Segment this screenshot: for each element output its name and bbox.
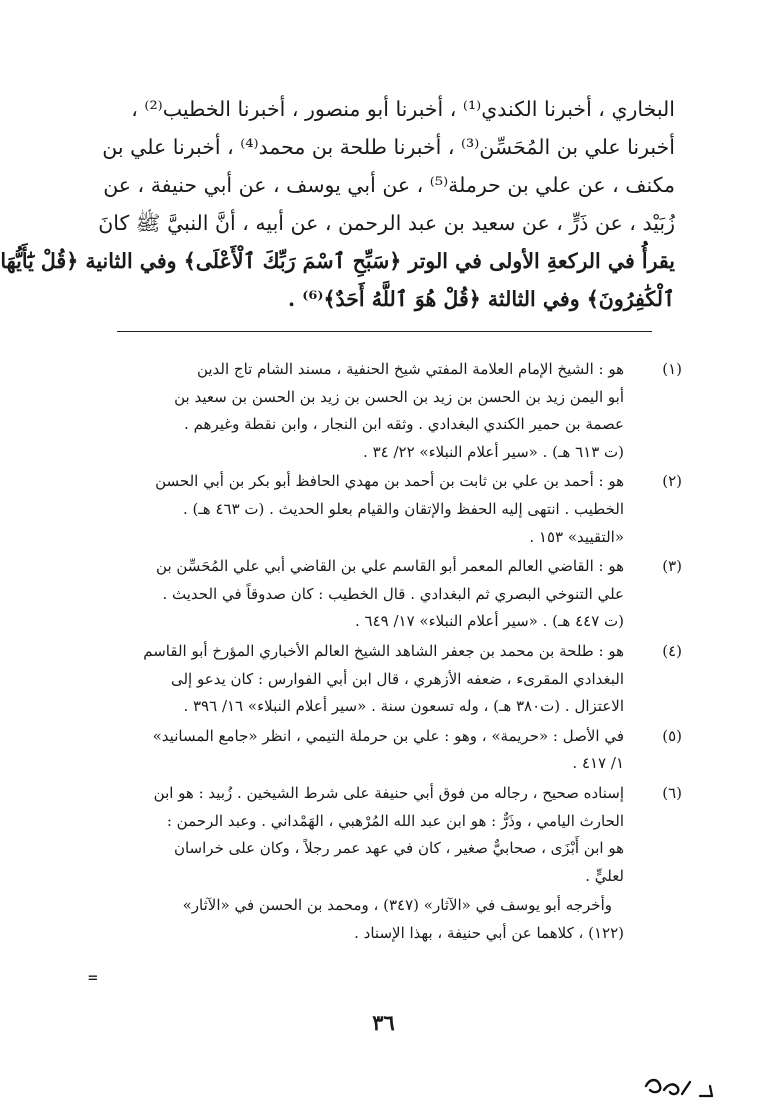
footnote-6 [82, 780, 682, 890]
footnote-line: «التقييد» ١٥٣ . [529, 527, 624, 546]
footnote-line: هو : القاضي العالم المعمر أبو القاسم علي بن القاضي أبي علي المُحَسِّن بن [156, 557, 624, 576]
footnote-line: لعليٍّ . [585, 866, 624, 885]
footnote-line: (ت ٦١٣ هـ) . «سير أعلام النبلاء» ٢٢/ ٣٤ . [363, 442, 624, 461]
handwritten-mark [640, 1072, 720, 1102]
footnotes-section [82, 356, 682, 947]
footnote-line: عصمة بن حمير الكندي البغدادي . وثقه ابن النجار ، وابن نقطة وغيرهم . [184, 415, 624, 434]
main-text-block [0, 90, 675, 318]
footnote-line: علي التنوخي البصري ثم البغدادي . قال الخطيب : كان صدوقاً في الحديث . [162, 584, 624, 603]
footnote-line: الحارث اليامي ، وذَرٌّ : هو ابن عبد الله المُرْهبي ، الهَمْداني . وعبد الرحمن : [166, 811, 624, 830]
main-text-line: زُبَيْد ، عن ذَرٍّ ، عن سعيد بن عبد الرحمن ، عن أبيه ، أنَّ النبيَّ ﷺ كانَ [98, 211, 675, 235]
footnote-line: هو ابن أَبْزَى ، صحابيٌّ صغير ، كان في عهد عمر رجلاً ، وكان على خراسان [173, 839, 624, 858]
footnote-1 [82, 356, 682, 466]
footnote-line: هو : الشيخ الإمام العلامة المفتي شيخ الحنفية ، مسند الشام تاج الدين [196, 360, 624, 378]
continuation-mark: = [88, 968, 98, 987]
footnote-line: هو : أحمد بن علي بن ثابت بن أحمد بن مهدي الحافظ أبو بكر بن أبي الحسن [155, 472, 624, 491]
footnote-6-continuation [82, 892, 682, 947]
footnote-line: وأخرجه أبو يوسف في «الآثار» (٣٤٧) ، ومحمد بن الحسن في «الآثار» [182, 896, 612, 915]
footnote-3 [82, 553, 682, 636]
footnote-number: (٣) [662, 557, 682, 576]
footnote-line: إسناده صحيح ، رجاله من فوق أبي حنيفة على شرط الشيخين . زُبيد : هو ابن [153, 783, 624, 802]
footnote-divider [117, 331, 652, 332]
main-text-line: مكنف ، عن علي بن حرملة⁽⁵⁾ ، عن أبي يوسف ، عن أبي حنيفة ، عن [103, 173, 675, 197]
footnote-line: الخطيب . انتهى إليه الحفظ والإتقان والقيام بعلو الحديث . (ت ٤٦٣ هـ) . [182, 499, 624, 518]
footnote-number: (٢) [662, 472, 682, 491]
footnote-line: البغدادي المقرىء ، ضعفه الأزهري ، قال ابن أبي الفوارس : كان يدعو إلى [170, 669, 624, 688]
footnote-5 [82, 723, 682, 778]
footnote-line: الاعتزال . (ت٣٨٠ هـ) ، وله تسعون سنة . «سير أعلام النبلاء» ١٦/ ٣٩٦ . [183, 697, 624, 716]
footnote-number: (١) [662, 360, 682, 378]
footnote-line: هو : طلحة بن محمد بن جعفر الشاهد الشيخ العالم الأخباري المؤرخ أبو القاسم [143, 641, 624, 660]
footnote-line: أبو اليمن زيد بن الحسن بن زيد بن الحسن بن زيد بن الحسن بن سعيد بن [174, 387, 624, 406]
page-number: ٣٦ [372, 1010, 395, 1035]
footnote-line: ١/ ٤١٧ . [572, 754, 624, 773]
footnote-number: (٤) [662, 641, 682, 660]
footnote-line: (١٢٢) ، كلاهما عن أبي حنيفة ، بهذا الإسناد . [354, 923, 624, 942]
footnote-number: (٥) [662, 726, 682, 745]
main-text-line: أخبرنا علي بن المُحَسِّن⁽³⁾ ، أخبرنا طلحة بن محمد⁽⁴⁾ ، أخبرنا علي بن [102, 135, 675, 159]
main-text-bold-line: ٱلْكَٰفِرُونَ﴾ وفي الثالثة ﴿قُلْ هُوَ ٱللَّهُ أَحَدٌ﴾⁽⁶⁾ . [287, 287, 675, 311]
main-text-line: البخاري ، أخبرنا الكندي⁽¹⁾ ، أخبرنا أبو منصور ، أخبرنا الخطيب⁽²⁾ ، [131, 97, 675, 121]
footnote-line: في الأصل : «حريمة» ، وهو : علي بن حرملة التيمي ، انظر «جامع المسانيد» [152, 726, 624, 745]
footnote-2 [82, 468, 682, 551]
footnote-line: (ت ٤٤٧ هـ) . «سير أعلام النبلاء» ١٧/ ٦٤٩ . [354, 612, 624, 631]
footnote-4 [82, 638, 682, 721]
main-text-bold-line: يقرأُ في الركعةِ الأولى في الوتر ﴿سَبِّحِ ٱسْمَ رَبِّكَ ٱلْأَعْلَى﴾ وفي الثانية ﴿قُلْ يَٰٓأَيُّهَا [0, 249, 675, 273]
footnote-number: (٦) [662, 783, 682, 802]
